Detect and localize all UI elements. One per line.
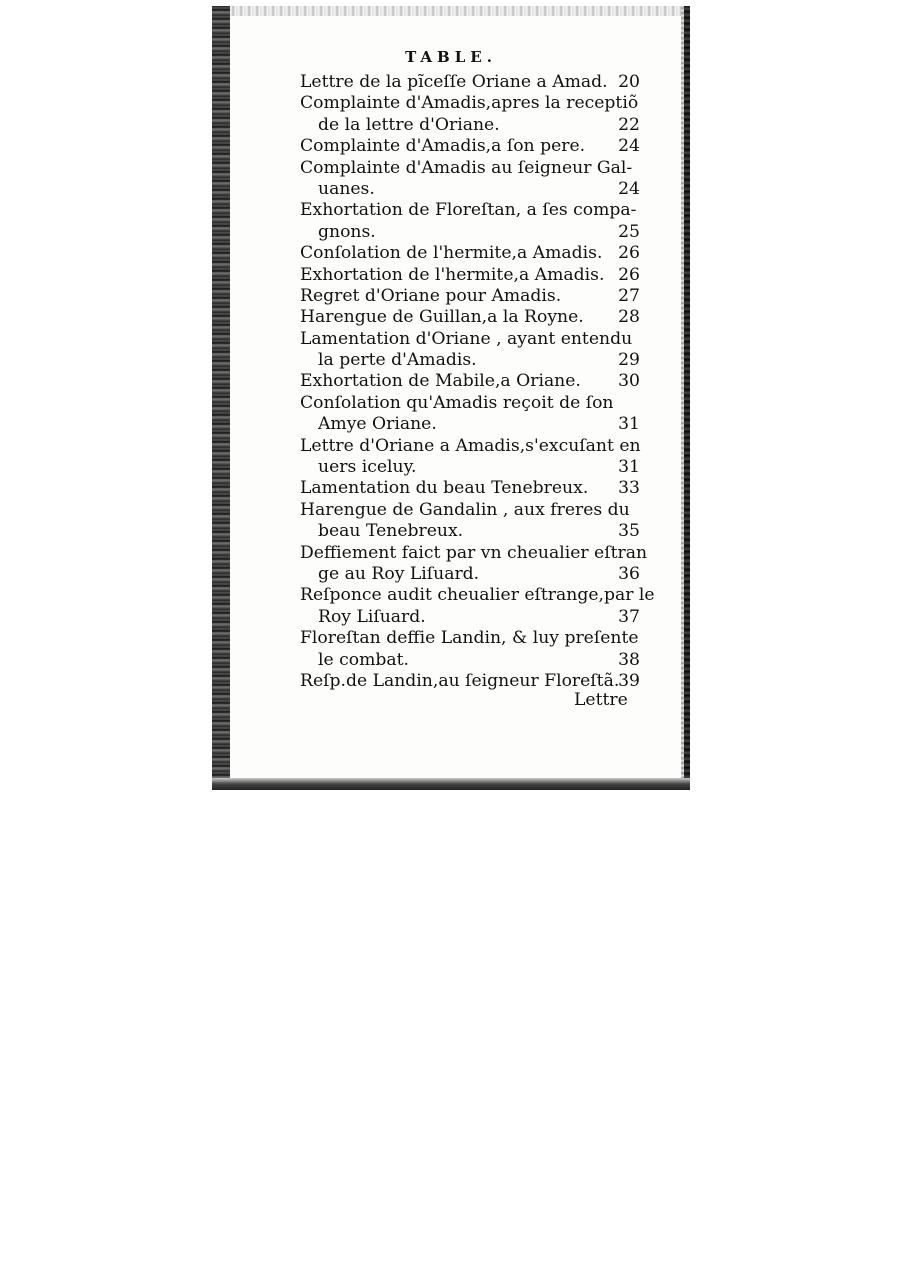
page-bottom-edge — [212, 778, 690, 790]
toc-entry — [300, 158, 640, 201]
toc-entry-title — [300, 542, 648, 564]
toc-entry — [300, 72, 640, 93]
toc-page-number: 20 — [618, 72, 640, 92]
toc-entry — [300, 585, 655, 628]
toc-entry — [300, 136, 640, 157]
toc-entry-text: Roy Liſuard. — [318, 606, 426, 627]
toc-entry-continuation — [300, 222, 640, 243]
toc-entry-text: de la lettre d'Oriane. — [318, 114, 500, 135]
toc-entry-text: Lettre d'Oriane a Amadis,s'excuſant en — [300, 435, 641, 456]
toc-entry-text: Exhortation de Mabile,a Oriane. — [300, 371, 581, 392]
toc-entry-text: Lettre de la pĩceſſe Oriane a Amad. — [300, 72, 608, 92]
toc-page-number: 33 — [618, 478, 640, 499]
toc-entry-title — [300, 307, 640, 328]
toc-entry-title — [300, 436, 640, 457]
toc-entry-text: Conſolation de l'hermite,a Amadis. — [300, 243, 603, 264]
toc-entry-text: Harengue de Gandalin , aux freres du — [300, 499, 630, 520]
toc-page-number: 36 — [618, 563, 640, 584]
toc-entry-title — [300, 200, 640, 221]
toc-page-number: 35 — [618, 521, 640, 542]
toc-entry-text: Reſponce audit cheualier eſtrange,par le — [300, 585, 655, 606]
toc-entry — [300, 243, 640, 264]
toc-entry-continuation — [300, 521, 640, 542]
toc-entry — [300, 286, 640, 307]
toc-entry — [300, 371, 640, 392]
toc-page-number: 26 — [618, 243, 640, 264]
toc-page-number: 37 — [618, 606, 640, 627]
toc-entry-title — [300, 93, 640, 114]
toc-entry-text: Deffiement faict par vn cheualier eſtran — [300, 542, 648, 563]
toc-page-number: 24 — [618, 178, 640, 199]
toc-entry-text: Complainte d'Amadis,a ſon pere. — [300, 136, 586, 157]
page-binding-edge — [212, 6, 230, 790]
toc-page-number: 38 — [618, 649, 640, 670]
toc-entry-continuation — [300, 650, 640, 671]
toc-entry-text: Conſolation qu'Amadis reçoit de ſon — [300, 392, 614, 413]
toc-entry-title — [300, 158, 640, 179]
toc-entry-title — [300, 478, 640, 499]
toc-entry — [300, 500, 640, 543]
toc-entry — [300, 200, 640, 243]
toc-entry-title — [300, 243, 640, 264]
toc-entry-text: Reſp.de Landin,au ſeigneur Floreſtã. — [300, 670, 620, 691]
toc-entry-title — [300, 286, 640, 307]
toc-page-number: 24 — [618, 136, 640, 157]
toc-entry — [300, 307, 640, 328]
toc-entry-text: ge au Roy Liſuard. — [318, 563, 480, 584]
toc-entry-text: Complainte d'Amadis,apres la receptiõ — [300, 93, 639, 114]
toc-entry-title — [300, 628, 640, 649]
toc-page-number: 25 — [618, 221, 640, 242]
toc-entry-text: Regret d'Oriane pour Amadis. — [300, 285, 562, 306]
toc-page-number: 30 — [618, 371, 640, 392]
toc-entry-text: Amye Oriane. — [318, 414, 437, 435]
scanned-page — [212, 6, 690, 790]
toc-entry-continuation — [300, 115, 640, 136]
toc-entry-title — [300, 329, 640, 350]
toc-entry-title — [300, 371, 640, 392]
toc-page-number: 31 — [618, 457, 640, 478]
toc-page-number: 27 — [618, 285, 640, 306]
toc-entry-text: uanes. — [318, 178, 375, 199]
toc-entry — [300, 628, 640, 671]
toc-entry-continuation — [300, 607, 640, 628]
toc-page-number: 29 — [618, 350, 640, 371]
toc-entry-text: beau Tenebreux. — [318, 521, 464, 542]
toc-entry-continuation — [300, 179, 640, 200]
toc-entry-text: uers iceluy. — [318, 457, 417, 478]
toc-entry-text: Exhortation de Floreſtan, a ſes compa- — [300, 200, 637, 221]
toc-entry-title — [300, 136, 640, 157]
toc-entry-continuation — [300, 564, 640, 585]
toc-entry-text: Floreſtan deffie Landin, & luy preſente — [300, 628, 639, 649]
toc-entry-continuation — [300, 350, 640, 371]
toc-entry-text: gnons. — [318, 221, 376, 242]
running-header: TABLE. — [405, 48, 497, 66]
toc-entry-title — [300, 265, 640, 286]
toc-entry-title — [300, 393, 640, 414]
page-top-edge — [212, 6, 690, 16]
toc-entry — [300, 393, 640, 436]
toc-entry-continuation — [300, 414, 640, 435]
toc-entry-text: Complainte d'Amadis au ſeigneur Gal- — [300, 157, 633, 178]
toc-entry-continuation — [300, 457, 640, 478]
table-of-contents — [300, 72, 655, 692]
toc-entry-title — [300, 585, 655, 606]
toc-entry-text: Exhortation de l'hermite,a Amadis. — [300, 264, 605, 285]
page-right-edge — [684, 6, 690, 790]
toc-page-number: 31 — [618, 414, 640, 435]
toc-entry — [300, 329, 640, 372]
toc-entry-text: la perte d'Amadis. — [318, 350, 477, 371]
toc-page-number: 28 — [618, 307, 640, 328]
toc-entry-text: le combat. — [318, 649, 410, 670]
toc-entry — [300, 436, 640, 479]
toc-entry-title — [300, 500, 640, 521]
toc-page-number: 22 — [618, 114, 640, 135]
toc-entry — [300, 542, 648, 586]
toc-entry — [300, 93, 640, 136]
catchword: Lettre — [574, 690, 628, 710]
toc-entry-text: Harengue de Guillan,a la Royne. — [300, 307, 584, 328]
toc-entry — [300, 265, 640, 286]
toc-entry-text: Lamentation du beau Tenebreux. — [300, 478, 589, 499]
toc-page-number: 39 — [618, 670, 640, 691]
toc-entry-text: Lamentation d'Oriane , ayant entendu — [300, 328, 633, 349]
toc-page-number: 26 — [618, 264, 640, 285]
toc-entry-title — [300, 72, 640, 93]
toc-entry — [300, 478, 640, 499]
